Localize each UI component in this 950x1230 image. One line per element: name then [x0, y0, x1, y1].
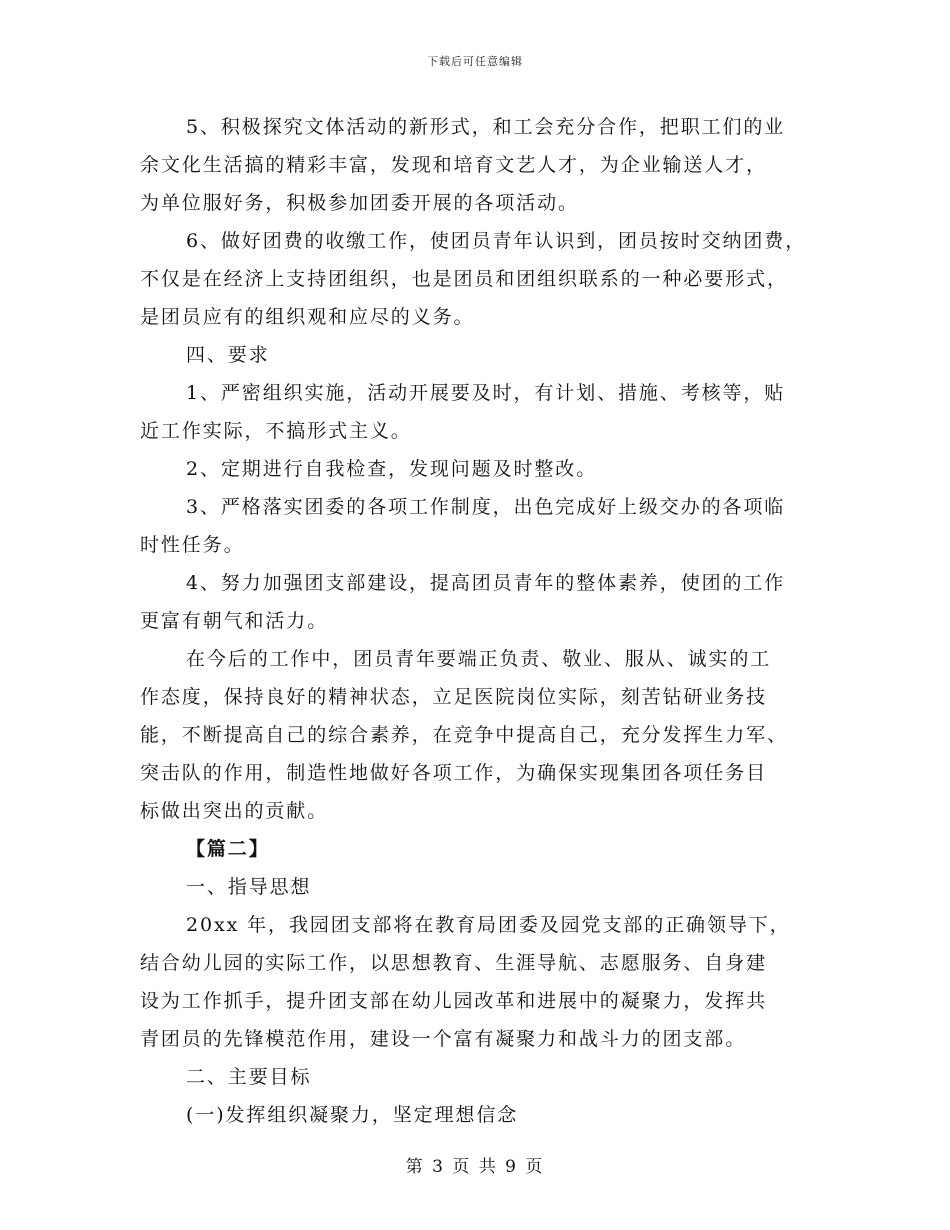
part-heading: 【篇二】: [186, 838, 270, 860]
paragraph-line: 设为工作抓手，提升团支部在幼儿园改革和进展中的凝聚力，发挥共: [140, 990, 768, 1012]
subsection-heading: (一)发挥组织凝聚力，坚定理想信念: [186, 1104, 519, 1126]
paragraph-line: 4、努力加强团支部建设，提高团员青年的整体素养，使团的工作: [186, 572, 786, 594]
section-heading: 一、指导思想: [186, 876, 312, 898]
paragraph-line: 时性任务。: [140, 534, 245, 556]
page-number: 第 3 页 共 9 页: [405, 1157, 545, 1177]
paragraph-line: 在今后的工作中，团员青年要端正负责、敬业、服从、诚实的工: [186, 648, 772, 670]
paragraph-line: 为单位服好务，积极参加团委开展的各项活动。: [140, 192, 579, 214]
paragraph-line: 是团员应有的组织观和应尽的义务。: [140, 306, 475, 328]
paragraph-line: 标做出突出的贡献。: [140, 800, 329, 822]
paragraph-line: 更富有朝气和活力。: [140, 610, 329, 632]
paragraph-line: 青团员的先锋模范作用，建设一个富有凝聚力和战斗力的团支部。: [140, 1028, 747, 1050]
paragraph-line: 20xx 年，我园团支部将在教育局团委及园党支部的正确领导下，: [186, 914, 791, 936]
section-heading: 二、主要目标: [186, 1066, 312, 1088]
paragraph-line: 5、积极探究文体活动的新形式，和工会充分合作，把职工们的业: [186, 116, 786, 138]
paragraph-line: 3、严格落实团委的各项工作制度，出色完成好上级交办的各项临: [186, 496, 786, 518]
paragraph-line: 结合幼儿园的实际工作，以思想教育、生涯导航、志愿服务、自身建: [140, 952, 768, 974]
paragraph-line: 1、严密组织实施，活动开展要及时，有计划、措施、考核等，贴: [186, 382, 786, 404]
paragraph-line: 作态度，保持良好的精神状态，立足医院岗位实际，刻苦钻研业务技: [140, 686, 768, 708]
paragraph-line: 突击队的作用，制造性地做好各项工作，为确保实现集团各项任务目: [140, 762, 768, 784]
paragraph-line: 近工作实际，不搞形式主义。: [140, 420, 412, 442]
paragraph-line: 6、做好团费的收缴工作，使团员青年认识到，团员按时交纳团费，: [186, 230, 807, 252]
paragraph-line: 不仅是在经济上支持团组织，也是团员和团组织联系的一种必要形式，: [140, 268, 788, 290]
document-body: [140, 108, 810, 1134]
paragraph-line: 能，不断提高自己的综合素养，在竞争中提高自己，充分发挥生力军、: [140, 724, 788, 746]
page-header: 下载后可任意编辑: [427, 55, 523, 68]
paragraph-line: 余文化生活搞的精彩丰富，发现和培育文艺人才，为企业输送人才，: [140, 154, 768, 176]
section-heading: 四、要求: [186, 344, 270, 366]
paragraph-line: 2、定期进行自我检查，发现问题及时整改。: [186, 458, 598, 480]
